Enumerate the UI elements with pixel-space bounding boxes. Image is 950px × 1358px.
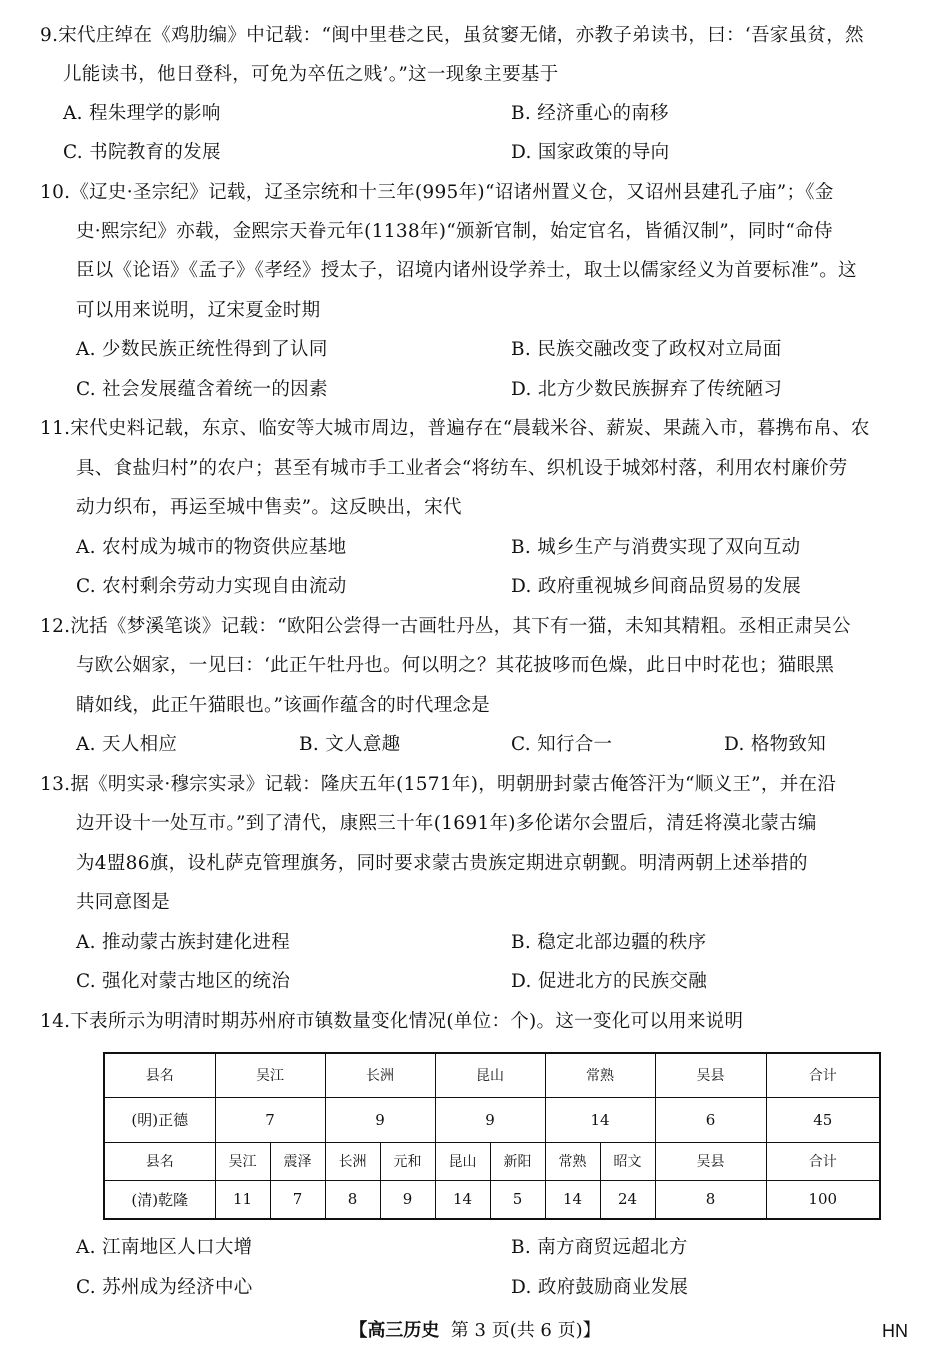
q14-stem-line-1: 14.下表所示为明清时期苏州府市镇数量变化情况(单位：个)。这一变化可以用来说明 <box>40 1011 744 1032</box>
table-cell: (明)正德 <box>104 1097 215 1142</box>
table-cell: 45 <box>766 1097 880 1142</box>
table-cell: 8 <box>325 1180 380 1219</box>
table-cell: 9 <box>380 1180 435 1219</box>
table-cell: 吴县 <box>655 1053 766 1097</box>
table-cell: 昭文 <box>600 1142 655 1180</box>
q14-option-b[interactable]: B. 南方商贸远超北方 <box>511 1237 688 1258</box>
table-cell: 县名 <box>104 1053 215 1097</box>
table-cell: 9 <box>325 1097 435 1142</box>
q10-option-b[interactable]: B. 民族交融改变了政权对立局面 <box>511 339 782 360</box>
table-cell: 14 <box>545 1180 600 1219</box>
q10-option-d[interactable]: D. 北方少数民族摒弃了传统陋习 <box>511 379 783 400</box>
q13-stem-line-2: 边开设十一处互市。”到了清代，康熙三十年(1691年)多伦诺尔会盟后，清廷将漠北蒙古编 <box>76 813 817 834</box>
q12-option-d[interactable]: D. 格物致知 <box>724 734 827 755</box>
q11-option-a[interactable]: A. 农村成为城市的物资供应基地 <box>76 537 347 558</box>
table-cell: 合计 <box>766 1142 880 1180</box>
table-cell: 昆山 <box>435 1142 490 1180</box>
q11-stem-line-1: 11.宋代史料记载，东京、临安等大城市周边，普遍存在“晨载米谷、薪炭、果蔬入市，暮携布帛、农 <box>40 418 870 439</box>
table-cell: 新阳 <box>490 1142 545 1180</box>
ming-header-row <box>104 1053 880 1097</box>
q11-stem-line-3: 动力织布，再运至城中售卖”。这反映出，宋代 <box>76 497 462 518</box>
table-cell: 7 <box>270 1180 325 1219</box>
q12-stem-line-2: 与欧公姻家，一见曰：‘此正午牡丹也。何以明之？其花披哆而色燥，此日中时花也；猫眼黑 <box>76 655 835 676</box>
q13-stem-line-1: 13.据《明实录·穆宗实录》记载：隆庆五年(1571年)，明朝册封蒙古俺答汗为“顺义王”，并在沿 <box>40 774 837 795</box>
q10-stem-line-3: 臣以《论语》《孟子》《孝经》授太子，诏境内诸州设学养士，取士以儒家经义为首要标准”。这 <box>76 260 857 281</box>
q13-option-c[interactable]: C. 强化对蒙古地区的统治 <box>76 971 291 992</box>
q11-stem-line-2: 具、食盐归村”的农户；甚至有城市手工业者会“将纺车、织机设于城郊村落，利用农村廉价劳 <box>76 458 848 479</box>
q12-option-c[interactable]: C. 知行合一 <box>511 734 613 755</box>
market-town-table <box>103 1052 881 1220</box>
q10-stem-line-1: 10.《辽史·圣宗纪》记载，辽圣宗统和十三年(995年)“诏诸州置义仓，又诏州县建孔子庙”；《金 <box>40 182 834 203</box>
table-cell: 14 <box>545 1097 655 1142</box>
footer-subject: 【高三历史 <box>349 1320 440 1341</box>
table-cell: (清)乾隆 <box>104 1180 215 1219</box>
page-footer <box>0 1318 950 1344</box>
footer-page-number: 第 3 页(共 6 页)】 <box>450 1320 601 1341</box>
table-cell: 6 <box>655 1097 766 1142</box>
q10-option-c[interactable]: C. 社会发展蕴含着统一的因素 <box>76 379 328 400</box>
table-cell: 元和 <box>380 1142 435 1180</box>
q9-option-b[interactable]: B. 经济重心的南移 <box>511 103 669 124</box>
table-cell: 吴县 <box>655 1142 766 1180</box>
qing-data-row <box>104 1180 880 1219</box>
table-cell: 7 <box>215 1097 325 1142</box>
q10-stem-line-4: 可以用来说明，辽宋夏金时期 <box>76 300 321 321</box>
q10-stem-line-2: 史·熙宗纪》亦载，金熙宗天眷元年(1138年)“颁新官制，始定官名，皆循汉制”，同时“命侍 <box>76 221 833 242</box>
q13-option-a[interactable]: A. 推动蒙古族封建化进程 <box>76 932 291 953</box>
table-cell: 14 <box>435 1180 490 1219</box>
table-cell: 昆山 <box>435 1053 545 1097</box>
q12-option-a[interactable]: A. 天人相应 <box>76 734 178 755</box>
table-cell: 吴江 <box>215 1053 325 1097</box>
q9-stem-line-1: 9.宋代庄绰在《鸡肋编》中记载：“闽中里巷之民，虽贫窭无储，亦教子弟读书，曰：‘吾家虽贫，然 <box>40 25 864 46</box>
table-cell: 11 <box>215 1180 270 1219</box>
table-cell: 长洲 <box>325 1142 380 1180</box>
table-cell: 县名 <box>104 1142 215 1180</box>
ming-data-row <box>104 1097 880 1142</box>
q11-option-d[interactable]: D. 政府重视城乡间商品贸易的发展 <box>511 576 802 597</box>
table-cell: 合计 <box>766 1053 880 1097</box>
table-cell: 常熟 <box>545 1142 600 1180</box>
q9-stem-line-2: 儿能读书，他日登科，可免为卒伍之贱’。”这一现象主要基于 <box>63 64 559 85</box>
table-cell: 长洲 <box>325 1053 435 1097</box>
table-cell: 吴江 <box>215 1142 270 1180</box>
table-cell: 5 <box>490 1180 545 1219</box>
q9-option-a[interactable]: A. 程朱理学的影响 <box>63 103 221 124</box>
table-cell: 24 <box>600 1180 655 1219</box>
table-cell: 震泽 <box>270 1142 325 1180</box>
q14-option-d[interactable]: D. 政府鼓励商业发展 <box>511 1277 689 1298</box>
q9-option-c[interactable]: C. 书院教育的发展 <box>63 142 221 163</box>
footer-code: HN <box>882 1321 908 1341</box>
q10-option-a[interactable]: A. 少数民族正统性得到了认同 <box>76 339 328 360</box>
table-cell: 100 <box>766 1180 880 1219</box>
q13-option-d[interactable]: D. 促进北方的民族交融 <box>511 971 708 992</box>
q12-option-b[interactable]: B. 文人意趣 <box>299 734 401 755</box>
table-cell: 9 <box>435 1097 545 1142</box>
q12-stem-line-3: 睛如线，此正午猫眼也。”该画作蕴含的时代理念是 <box>76 695 491 716</box>
q9-option-d[interactable]: D. 国家政策的导向 <box>511 142 670 163</box>
table-cell: 常熟 <box>545 1053 655 1097</box>
q11-option-b[interactable]: B. 城乡生产与消费实现了双向互动 <box>511 537 801 558</box>
q14-option-a[interactable]: A. 江南地区人口大增 <box>76 1237 253 1258</box>
q13-stem-line-4: 共同意图是 <box>76 892 171 913</box>
q13-option-b[interactable]: B. 稳定北部边疆的秩序 <box>511 932 707 953</box>
q13-stem-line-3: 为4盟86旗，设札萨克管理旗务，同时要求蒙古贵族定期进京朝觐。明清两朝上述举措的 <box>76 853 808 874</box>
qing-header-row <box>104 1142 880 1180</box>
q12-stem-line-1: 12.沈括《梦溪笔谈》记载：“欧阳公尝得一古画牡丹丛，其下有一猫，未知其精粗。丞相正肃吴公 <box>40 616 851 637</box>
table-cell: 8 <box>655 1180 766 1219</box>
q11-option-c[interactable]: C. 农村剩余劳动力实现自由流动 <box>76 576 347 597</box>
q14-option-c[interactable]: C. 苏州成为经济中心 <box>76 1277 253 1298</box>
